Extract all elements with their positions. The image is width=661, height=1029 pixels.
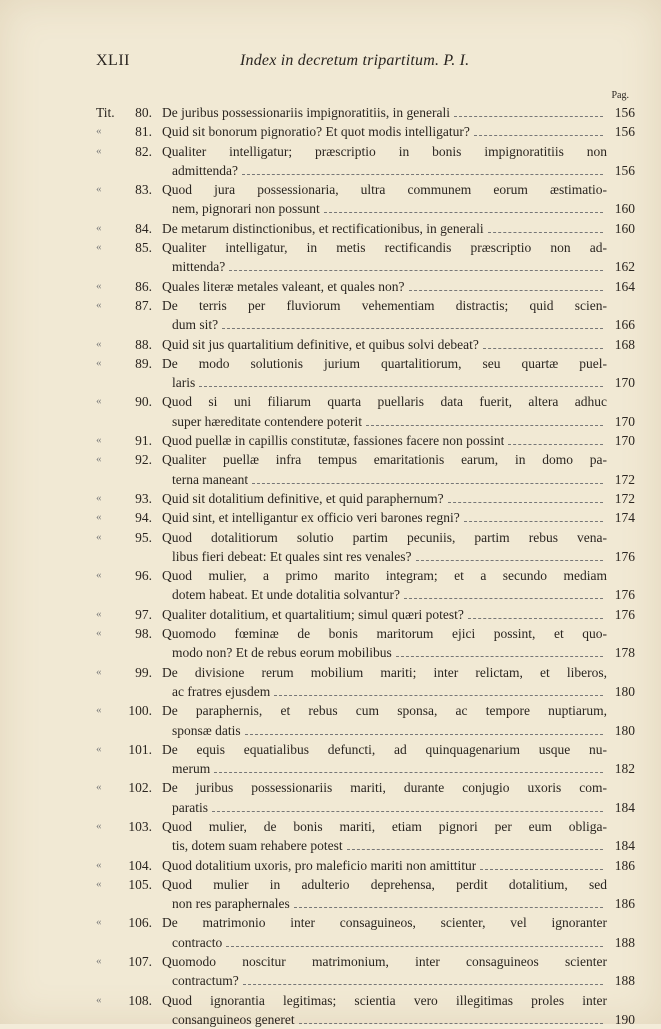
entry-page-number: 184 — [614, 799, 635, 815]
entry-title-line: sponsæ datis — [172, 722, 241, 738]
entry-title-line: modo non? Et de rebus eorum mobilibus — [172, 645, 392, 661]
entry-title-line: Qualiter intelligatur; præscriptio in bonis impignoratitiis non — [162, 143, 607, 159]
entry-title-line: merum — [172, 761, 211, 777]
entry-title-line: De metarum distinctionibus, et rectificationibus, in generali — [162, 220, 484, 236]
entry-number: 92. — [135, 452, 152, 468]
entry-page-number: 172 — [614, 471, 635, 487]
toc-entry — [96, 663, 635, 702]
entry-number: 80. — [135, 105, 152, 120]
toc-entry — [96, 103, 635, 122]
entry-title-line: Quod ignorantia legitimas; scientia vero illegitimas proles inter — [162, 992, 607, 1008]
toc-entry — [96, 238, 635, 277]
entry-title-line: nem, pignorari non possunt — [172, 201, 320, 217]
entry-title-line: Qualiter intelligatur, in metis rectificandis præscriptio non ad- — [162, 240, 607, 256]
toc-entry — [96, 431, 635, 450]
entry-title-line: laris — [172, 375, 196, 391]
entry-prefix: « — [96, 742, 102, 755]
entry-title-line: De paraphernis, et rebus cum sponsa, ac tempore nuptiarum, — [162, 703, 607, 719]
entry-title-line: dotem habeat. Et unde dotalitia solvantur? — [172, 587, 400, 603]
entry-prefix: « — [96, 858, 102, 871]
entry-prefix: « — [96, 665, 102, 678]
entry-title-line: consanguineos generet — [172, 1011, 295, 1027]
entry-number: 88. — [135, 336, 152, 352]
entry-title-line: Quod dotalitiorum solutio partim pecuniis, partim rebus vena- — [162, 529, 607, 545]
entry-number: 86. — [135, 278, 152, 294]
entry-page-number: 174 — [614, 510, 635, 526]
dot-leader — [468, 618, 603, 619]
entry-title-line: De modo solutionis jurium quartalitiorum, seu quartæ puel- — [162, 355, 607, 371]
entry-title-line: Quod dotalitium uxoris, pro maleficio mariti non amittitur — [162, 857, 477, 873]
entry-page-number: 178 — [614, 645, 635, 661]
toc-entry — [96, 701, 635, 740]
entry-number: 93. — [135, 490, 152, 506]
entry-title-line: contracto — [172, 934, 223, 950]
entry-page-number: 188 — [614, 973, 635, 989]
toc-entry — [96, 913, 635, 952]
entry-title-line: De juribus possessionariis impignoratitiis, in generali — [162, 105, 450, 120]
entry-title-line: Quod mulier in adulterio deprehensa, perdit dotalitium, sed — [162, 876, 607, 892]
entry-prefix: « — [96, 704, 102, 717]
entry-page-number: 170 — [614, 433, 635, 449]
entry-number: 106. — [128, 915, 152, 931]
toc-entry — [96, 489, 635, 508]
entry-title-line: libus fieri debeat: Et quales sint res venales? — [172, 548, 412, 564]
toc-entry — [96, 392, 635, 431]
dot-leader — [274, 695, 603, 696]
entry-number: 90. — [135, 394, 152, 410]
dot-leader — [464, 521, 603, 522]
toc-entry — [96, 624, 635, 663]
entry-page-number: 170 — [614, 413, 635, 429]
entry-title-line: Quid sit jus quartalitium definitive, et quibus solvi debeat? — [162, 336, 479, 352]
entry-page-number: 184 — [614, 838, 635, 854]
dot-leader — [404, 598, 603, 599]
dot-leader — [199, 386, 603, 387]
toc-entry — [96, 335, 635, 354]
entry-title-line: paratis — [172, 799, 208, 815]
entry-number: 104. — [128, 857, 152, 873]
entry-page-number: 172 — [614, 490, 635, 506]
entry-number: 96. — [135, 568, 152, 584]
entry-page-number: 182 — [614, 761, 635, 777]
toc-entry — [96, 740, 635, 779]
entry-prefix: « — [96, 781, 102, 794]
entry-number: 101. — [128, 741, 152, 757]
dot-leader — [212, 811, 603, 812]
table-of-contents — [96, 103, 635, 1029]
entry-title-line: Quomodo noscitur matrimonium, inter consaguineos scienter — [162, 954, 607, 970]
entry-page-number: 188 — [614, 934, 635, 950]
entry-prefix: « — [96, 569, 102, 582]
entry-title-line: mittenda? — [172, 259, 226, 275]
toc-entry — [96, 528, 635, 567]
entry-prefix: « — [96, 183, 102, 196]
dot-leader — [454, 116, 603, 117]
entry-page-number: 176 — [614, 606, 635, 622]
entry-number: 82. — [135, 143, 152, 159]
entry-prefix: Tit. — [96, 105, 115, 120]
entry-title-line: terna maneant — [172, 471, 249, 487]
entry-page-number: 176 — [614, 587, 635, 603]
running-title: Index in decretum tripartitum. P. I. — [240, 52, 470, 69]
dot-leader — [214, 772, 603, 773]
entry-title-line: non res paraphernales — [172, 896, 290, 912]
entry-number: 85. — [135, 240, 152, 256]
entry-title-line: De juribus possessionariis mariti, durante conjugio uxoris com- — [162, 780, 607, 796]
dot-leader — [347, 849, 603, 850]
entry-page-number: 186 — [614, 896, 635, 912]
entry-title-line: De equis equatialibus defuncti, ad quinquagenarium usque nu- — [162, 741, 607, 757]
entry-prefix: « — [96, 356, 102, 369]
entry-number: 103. — [128, 818, 152, 834]
dot-leader — [488, 232, 603, 233]
entry-prefix: « — [96, 395, 102, 408]
entry-prefix: « — [96, 241, 102, 254]
entry-number: 84. — [135, 220, 152, 236]
toc-entry — [96, 354, 635, 393]
entry-prefix: « — [96, 144, 102, 157]
entry-number: 94. — [135, 510, 152, 526]
dot-leader — [508, 444, 603, 445]
entry-title-line: De divisione rerum mobilium mariti; inter relictam, et liberos, — [162, 664, 607, 680]
entry-prefix: « — [96, 530, 102, 543]
entry-page-number: 164 — [614, 278, 635, 294]
entry-title-line: Quid sit dotalitium definitive, et quid paraphernum? — [162, 490, 444, 506]
entry-number: 102. — [128, 780, 152, 796]
entry-prefix: « — [96, 955, 102, 968]
dot-leader — [474, 135, 603, 136]
entry-title-line: Quomodo fœminæ de bonis maritorum ejici possint, et quo- — [162, 626, 607, 642]
entry-number: 108. — [128, 992, 152, 1008]
entry-number: 95. — [135, 529, 152, 545]
entry-prefix: « — [96, 511, 102, 524]
entry-prefix: « — [96, 819, 102, 832]
entry-prefix: « — [96, 279, 102, 292]
entry-title-line: tis, dotem suam rehabere potest — [172, 838, 343, 854]
dot-leader — [416, 560, 603, 561]
entry-prefix: « — [96, 298, 102, 311]
toc-entry — [96, 566, 635, 605]
toc-entry — [96, 605, 635, 624]
entry-number: 100. — [128, 703, 152, 719]
entry-title-line: Quid sit bonorum pignoratio? Et quot modis intelligatur? — [162, 124, 470, 140]
entry-page-number: 160 — [614, 220, 635, 236]
entry-page-number: 170 — [614, 375, 635, 391]
entry-title-line: Quid sint, et intelligantur ex officio veri barones regni? — [162, 510, 460, 526]
toc-entry — [96, 450, 635, 489]
toc-entry — [96, 991, 635, 1029]
toc-entry — [96, 817, 635, 856]
entry-title-line: Quales literæ metales valeant, et quales non? — [162, 278, 405, 294]
dot-leader — [245, 734, 603, 735]
entry-prefix: « — [96, 607, 102, 620]
toc-entry — [96, 875, 635, 914]
entry-page-number: 180 — [614, 683, 635, 699]
dot-leader — [448, 502, 603, 503]
toc-entry — [96, 277, 635, 296]
dot-leader — [242, 174, 603, 175]
entry-page-number: 176 — [614, 548, 635, 564]
entry-page-number: 180 — [614, 722, 635, 738]
entry-page-number: 190 — [614, 1011, 635, 1027]
entry-page-number: 166 — [614, 317, 635, 333]
entry-page-number: 156 — [614, 162, 635, 178]
dot-leader — [222, 328, 603, 329]
entry-title-line: admittenda? — [172, 162, 238, 178]
entry-page-number: 168 — [614, 336, 635, 352]
entry-title-line: Quod puellæ in capillis constitutæ, fassiones facere non possint — [162, 433, 505, 449]
entry-prefix: « — [96, 491, 102, 504]
entry-title-line: Qualiter puellæ infra tempus emaritationis earum, in domo pa- — [162, 452, 607, 468]
toc-entry — [96, 122, 635, 141]
toc-entry — [96, 142, 635, 181]
toc-entry — [96, 856, 635, 875]
entry-number: 97. — [135, 606, 152, 622]
entry-title-line: dum sit? — [172, 317, 219, 333]
entry-title-line: Quod si uni filiarum quarta puellaris data fuerit, altera adhuc — [162, 394, 607, 410]
entry-page-number: 162 — [614, 259, 635, 275]
dot-leader — [480, 869, 603, 870]
entry-title-line: Quod jura possessionaria, ultra communem eorum æstimatio- — [162, 182, 607, 198]
entry-prefix: « — [96, 877, 102, 890]
entry-number: 81. — [135, 124, 152, 140]
dot-leader — [252, 483, 603, 484]
entry-page-number: 160 — [614, 201, 635, 217]
toc-entry — [96, 180, 635, 219]
entry-page-number: 186 — [614, 857, 635, 873]
entry-title-line: Quod mulier, a primo marito integram; et a secundo mediam — [162, 568, 607, 584]
dot-leader — [226, 946, 603, 947]
entry-title-line: Quod mulier, de bonis mariti, etiam pignori per eum obliga- — [162, 818, 607, 834]
dot-leader — [294, 907, 603, 908]
entry-number: 91. — [135, 433, 152, 449]
dot-leader — [324, 212, 603, 213]
dot-leader — [243, 984, 603, 985]
entry-page-number: 156 — [614, 105, 635, 120]
entry-number: 99. — [135, 664, 152, 680]
dot-leader — [396, 656, 603, 657]
toc-entry — [96, 219, 635, 238]
dot-leader — [229, 270, 603, 271]
toc-entry — [96, 952, 635, 991]
entry-title-line: super hæreditate contendere poterit — [172, 413, 363, 429]
entry-page-number: 156 — [614, 124, 635, 140]
entry-title-line: De terris per fluviorum vehementiam distractis; quid scien- — [162, 297, 607, 313]
entry-prefix: « — [96, 453, 102, 466]
entry-title-line: contractum? — [172, 973, 239, 989]
page-header — [96, 52, 633, 74]
dot-leader — [409, 290, 603, 291]
toc-entry — [96, 778, 635, 817]
entry-prefix: « — [96, 125, 102, 138]
toc-entry — [96, 296, 635, 335]
entry-number: 107. — [128, 954, 152, 970]
entry-number: 105. — [128, 876, 152, 892]
entry-number: 89. — [135, 355, 152, 371]
entry-title-line: Qualiter dotalitium, et quartalitium; simul quæri potest? — [162, 606, 464, 622]
entry-title-line: De matrimonio inter consaguineos, scienter, vel ignoranter — [162, 915, 607, 931]
toc-entry — [96, 508, 635, 527]
entry-number: 83. — [135, 182, 152, 198]
dot-leader — [483, 348, 603, 349]
entry-number: 87. — [135, 297, 152, 313]
dot-leader — [366, 425, 603, 426]
entry-prefix: « — [96, 434, 102, 447]
entry-prefix: « — [96, 337, 102, 350]
page-column-label: Pag. — [611, 90, 629, 101]
entry-prefix: « — [96, 627, 102, 640]
page-number-roman: XLII — [96, 52, 130, 69]
entry-prefix: « — [96, 221, 102, 234]
entry-prefix: « — [96, 993, 102, 1006]
entry-title-line: ac fratres ejusdem — [172, 683, 271, 699]
entry-number: 98. — [135, 626, 152, 642]
entry-prefix: « — [96, 916, 102, 929]
